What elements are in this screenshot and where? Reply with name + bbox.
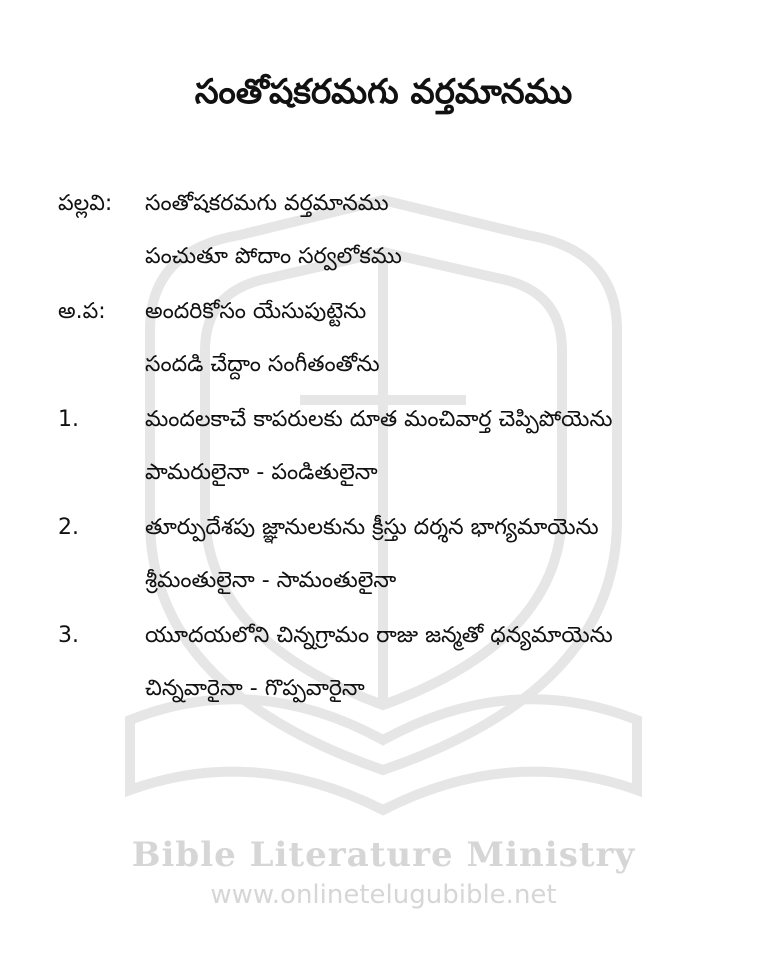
- stanza-3-line-1: యూదయలోని చిన్నగ్రామం రాజు జన్మతో ధన్యమాయెను: [145, 623, 613, 648]
- anupallavi-line-2: సందడి చేద్దాం సంగీతంతోను: [145, 352, 380, 377]
- stanza-2-line-2: శ్రీమంతులైనా - సామంతులైనా: [145, 568, 397, 593]
- song-title: సంతోషకరమగు వర్తమానము: [194, 72, 573, 112]
- pallavi-label: పల్లవి:: [58, 191, 113, 216]
- stanza-number: 1.: [58, 407, 79, 432]
- anupallavi-label: అ.ప:: [58, 299, 106, 324]
- watermark-url: www.onlinetelugubible.net: [210, 880, 557, 910]
- stanza-number: 3.: [58, 623, 79, 648]
- stanza-2-line-1: తూర్పుదేశపు జ్ఞానులకును క్రీస్తు దర్శన భాగ్యమాయెను: [145, 515, 599, 540]
- pallavi-line-2: పంచుతూ పోదాం సర్వలోకము: [145, 244, 402, 269]
- stanza-number: 2.: [58, 515, 79, 540]
- anupallavi-line-1: అందరికోసం యేసుపుట్టెను: [145, 299, 367, 324]
- pallavi-line-1: సంతోషకరమగు వర్తమానము: [145, 191, 389, 216]
- stanza-3-line-2: చిన్నవారైనా - గొప్పవారైనా: [145, 676, 365, 701]
- stanza-1-line-1: మందలకాచే కాపరులకు దూత మంచివార్త చెప్పిపోయెను: [145, 407, 613, 432]
- watermark-ministry-name: Bible Literature Ministry: [131, 835, 636, 875]
- stanza-1-line-2: పామరులైనా - పండితులైనా: [145, 460, 378, 485]
